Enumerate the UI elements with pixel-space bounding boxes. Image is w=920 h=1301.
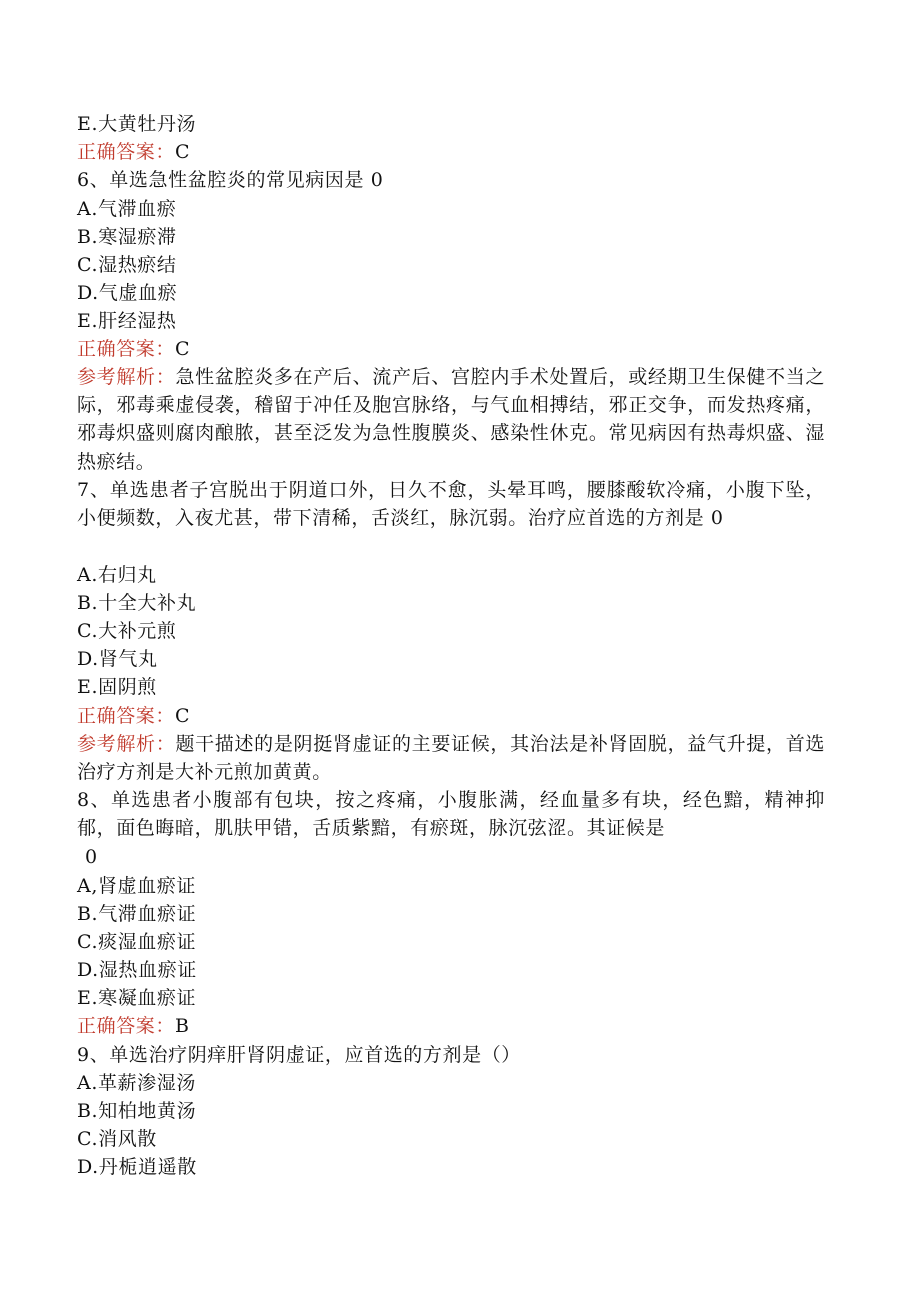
analysis-text: 急性盆腔炎多在产后、流产后、宫腔内手术处置后，或经期卫生保健不当之际，邪毒乘虚侵袭，稽留于冲任及胞宫脉络，与气血相搏结，邪正交争，而发热疼痛，邪毒炽盛则腐肉酿脓，甚至泛发为急性腹膜炎、感染性休克。常见病因有热毒炽盛、湿热瘀结。 xyxy=(77,366,825,473)
answer-value: C xyxy=(175,141,191,163)
option-d-q8: D.湿热血瘀证 xyxy=(77,959,197,981)
question-6: 6、单选急性盆腔炎的常见病因是 0 xyxy=(77,169,384,191)
analysis-label: 参考解析： xyxy=(77,733,176,755)
option-c-q8: C.痰湿血瘀证 xyxy=(77,931,197,953)
option-a-q9: A.革薪渗湿汤 xyxy=(77,1072,196,1094)
answer-line-q5 xyxy=(77,138,190,166)
answer-line-q6 xyxy=(77,335,190,363)
question-8-blank: 0 xyxy=(85,846,98,868)
analysis-text: 题干描述的是阴挺肾虚证的主要证候，其治法是补肾固脱，益气升提，首选治疗方剂是大补元煎加黄黄。 xyxy=(77,733,825,784)
analysis-q7 xyxy=(77,730,825,786)
option-e-q6: E.肝经湿热 xyxy=(77,310,177,332)
option-b-q9: B.知柏地黄汤 xyxy=(77,1100,197,1122)
option-d-q7: D.肾气丸 xyxy=(77,648,158,670)
answer-label: 正确答案： xyxy=(77,141,176,163)
answer-label: 正确答案： xyxy=(77,338,176,360)
answer-line-q7 xyxy=(77,702,190,730)
answer-label: 正确答案： xyxy=(77,1015,176,1037)
option-e-q5: E.大黄牡丹汤 xyxy=(77,113,197,135)
option-d-q9: D.丹栀逍遥散 xyxy=(77,1156,197,1178)
option-e-q8: E.寒凝血瘀证 xyxy=(77,987,197,1009)
option-d-q6: D.气虚血瘀 xyxy=(77,282,178,304)
answer-line-q8 xyxy=(77,1012,190,1040)
analysis-q6 xyxy=(77,363,825,476)
answer-value: C xyxy=(175,705,191,727)
option-b-q6: B.寒湿瘀滞 xyxy=(77,226,177,248)
option-a-q7: A.右归丸 xyxy=(77,564,157,586)
question-8: 8、单选患者小腹部有包块，按之疼痛，小腹胀满，经血量多有块，经色黯，精神抑郁，面色晦暗，肌肤甲错，舌质紫黯，有瘀斑，脉沉弦涩。其证候是 xyxy=(77,789,825,840)
question-9: 9、单选治疗阴痒肝肾阴虚证，应首选的方剂是（） xyxy=(77,1044,521,1066)
answer-label: 正确答案： xyxy=(77,705,176,727)
option-a-q6: A.气滞血瘀 xyxy=(77,198,177,220)
answer-value: B xyxy=(175,1015,190,1037)
analysis-label: 参考解析： xyxy=(77,366,176,388)
option-c-q9: C.消风散 xyxy=(77,1128,157,1150)
option-b-q8: B.气滞血瘀证 xyxy=(77,903,197,925)
option-e-q7: E.固阴煎 xyxy=(77,676,157,698)
option-c-q7: C.大补元煎 xyxy=(77,620,177,642)
option-a-q8: A,肾虚血瘀证 xyxy=(77,875,196,897)
answer-value: C xyxy=(175,338,191,360)
question-7: 7、单选患者子宫脱出于阴道口外，日久不愈，头晕耳鸣，腰膝酸软冷痛，小腹下坠，小便频数，入夜尤甚，带下清稀，舌淡红，脉沉弱。治疗应首选的方剂是 0 xyxy=(77,479,825,530)
option-b-q7: B.十全大补丸 xyxy=(77,592,197,614)
option-c-q6: C.湿热瘀结 xyxy=(77,254,177,276)
